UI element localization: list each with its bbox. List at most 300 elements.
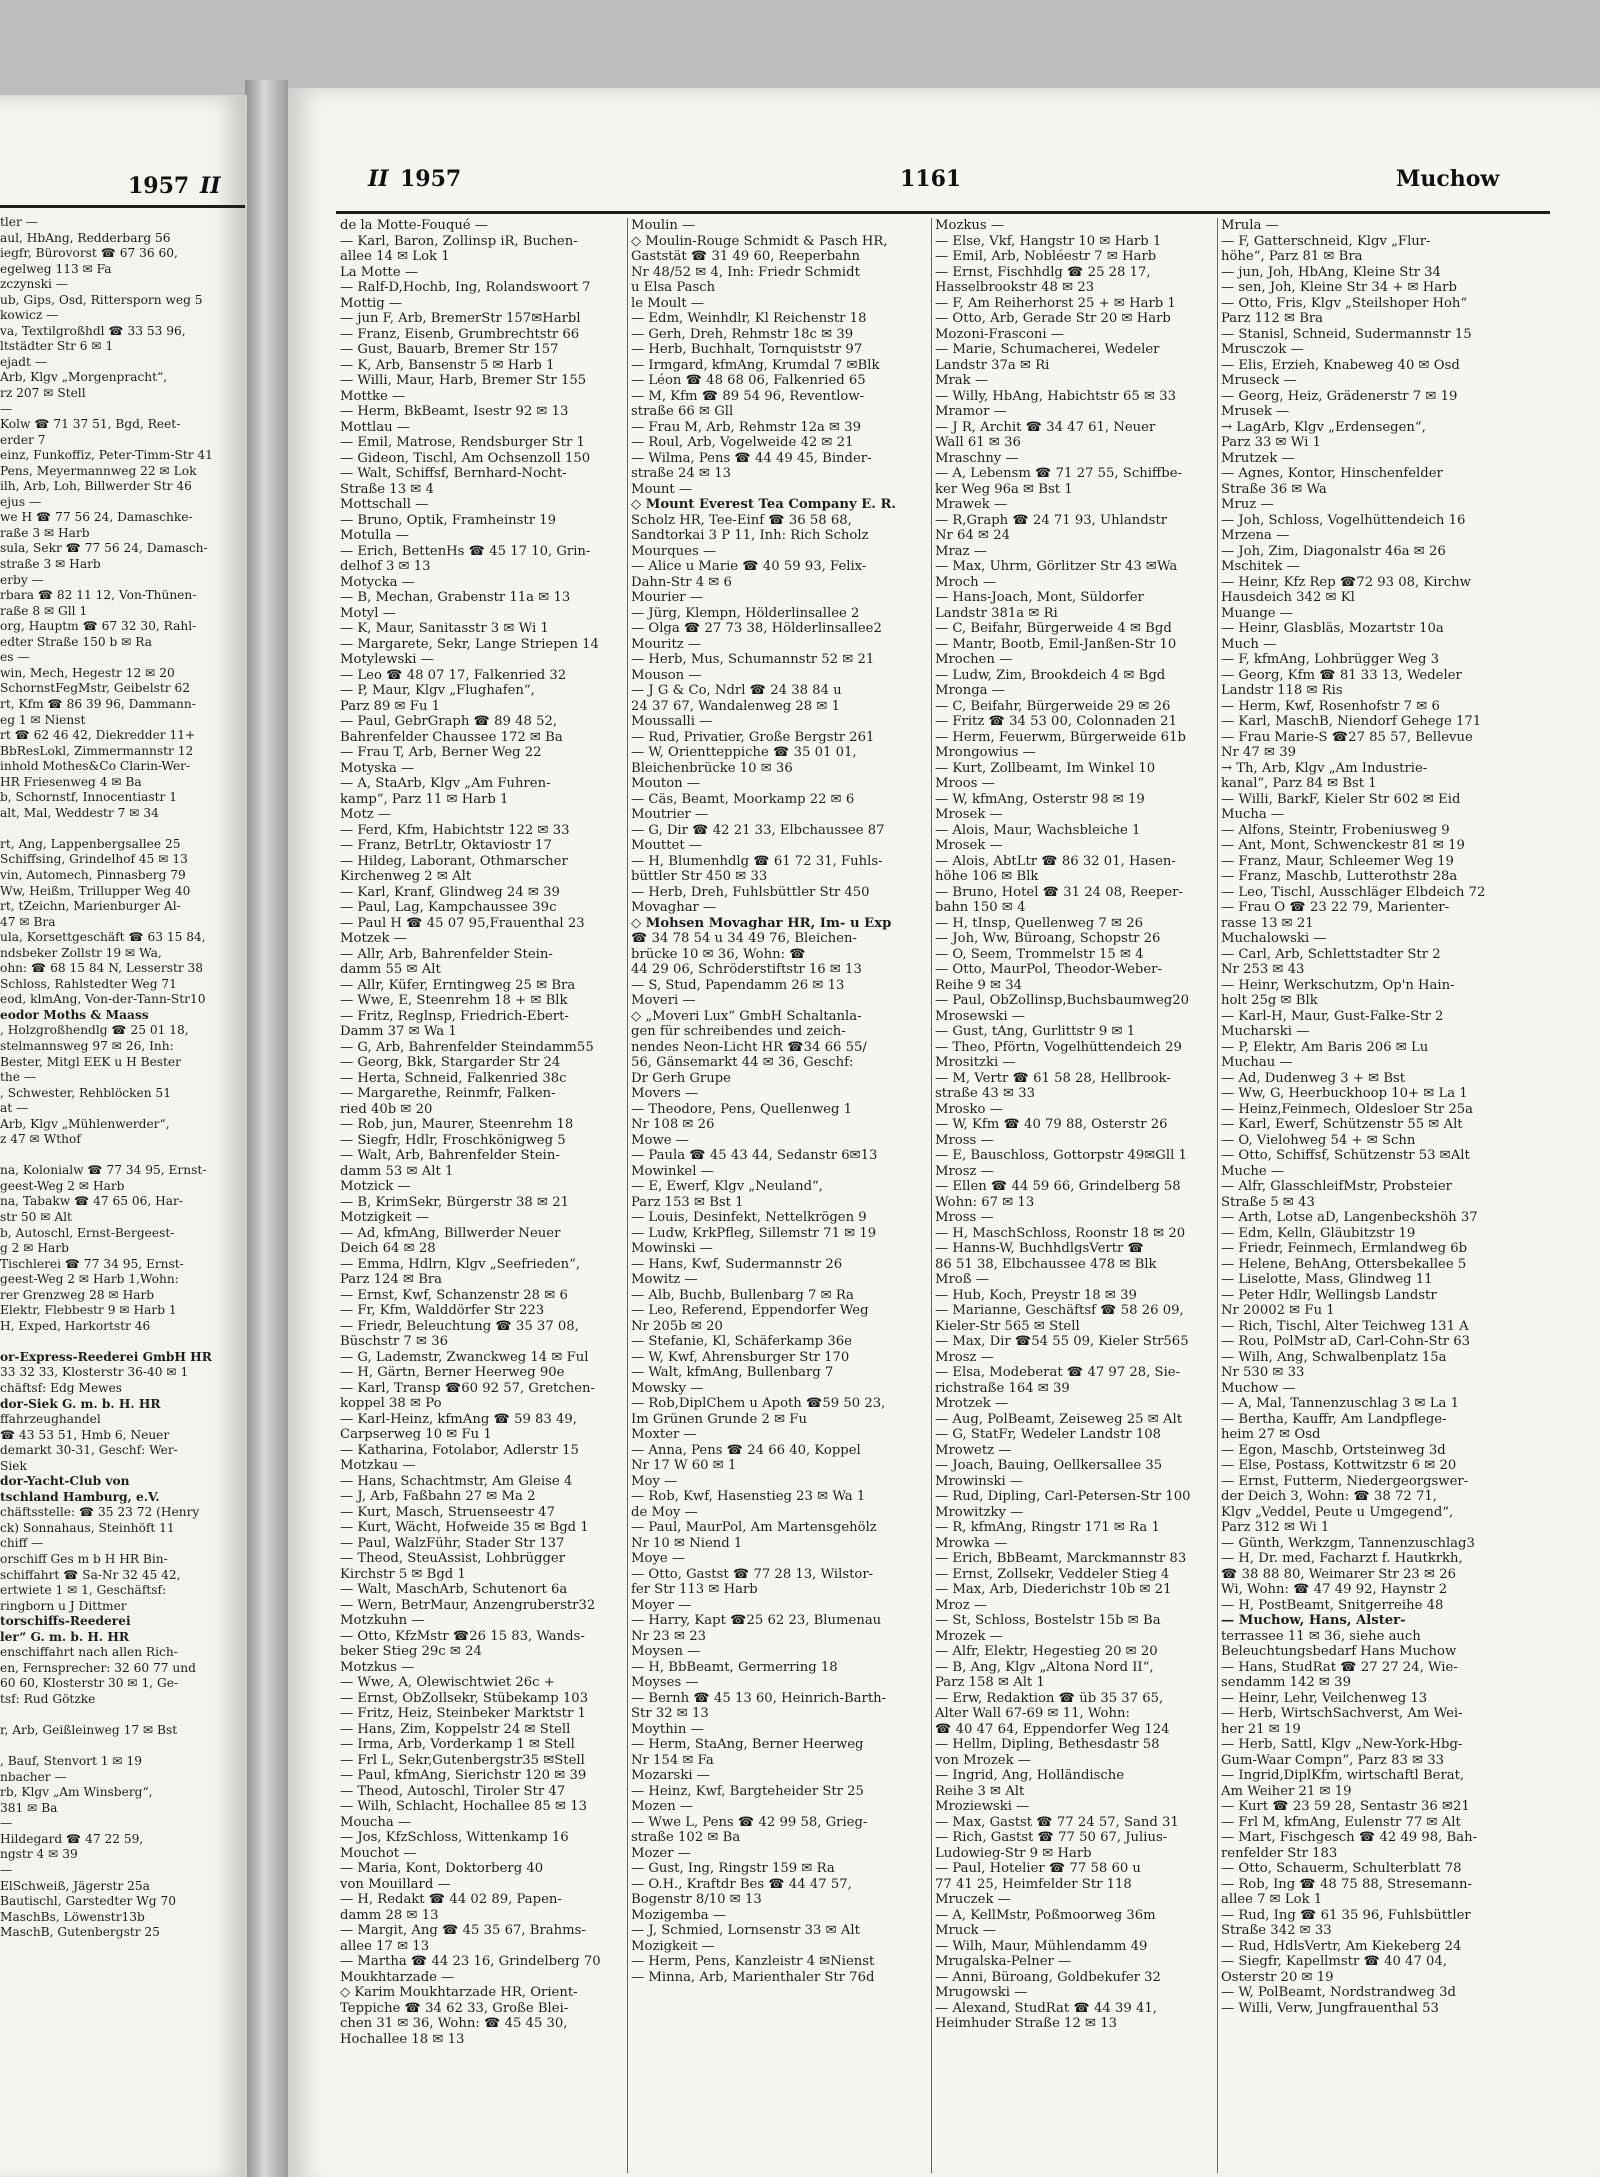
directory-entry-line: b, Schornstf, Innocentiastr 1 <box>0 790 177 805</box>
directory-entry-line: Heimhuder Straße 12 ✉ 13 <box>935 2016 1118 2031</box>
directory-entry-line: koppel 38 ✉ Po <box>340 1396 442 1411</box>
directory-entry-line: — Allr, Arb, Bahrenfelder Stein- <box>340 946 553 962</box>
directory-entry-line: erder 7 <box>0 432 46 447</box>
directory-entry-line: erby — <box>0 572 44 587</box>
directory-entry-line: Str 32 ✉ 13 <box>631 1706 709 1721</box>
directory-entry-line: — Frau Marie-S ☎27 85 57, Bellevue <box>1221 729 1473 745</box>
directory-entry-line: Mrawek — <box>935 497 1008 512</box>
directory-entry-line: Reihe 3 ✉ Alt <box>935 1783 1025 1799</box>
directory-entry-line: kamp“, Parz 11 ✉ Harb 1 <box>340 791 509 807</box>
directory-entry-line: — Wern, BetrMaur, Anzengruberstr32 <box>340 1597 596 1613</box>
directory-entry-line: — Ernst, Zollsekr, Veddeler Stieg 4 <box>935 1566 1170 1582</box>
directory-entry-line: — Joh, Schloss, Vogelhüttendeich 16 <box>1221 512 1466 528</box>
directory-entry-line: de Moy — <box>631 1504 698 1520</box>
directory-entry-line: — Franz, Maur, Schleemer Weg 19 <box>1221 853 1454 869</box>
directory-entry-line: 56, Gänsemarkt 44 ✉ 36, Geschf: <box>631 1055 854 1070</box>
directory-entry-line: ☎ 43 53 51, Hmb 6, Neuer <box>0 1427 170 1442</box>
directory-entry-line: Muchalowski — <box>1221 931 1327 946</box>
directory-entry-line: — Roul, Arb, Vogelweide 42 ✉ 21 <box>631 435 854 450</box>
directory-entry-line: Mrosek — <box>935 807 1003 822</box>
directory-entry-line: Parz 89 ✉ Fu 1 <box>340 698 441 714</box>
directory-entry-line: — J, Schmied, Lornsenstr 33 ✉ Alt <box>631 1923 860 1938</box>
directory-entry-line: — Ernst, Futterm, Niedergeorgswer- <box>1221 1473 1469 1489</box>
directory-entry-line: Nr 23 ✉ 23 <box>631 1628 707 1644</box>
directory-entry-line: Mouritz — <box>631 636 702 652</box>
directory-entry-line: Mucha — <box>1221 807 1285 822</box>
directory-entry-line: — Léon ☎ 48 68 06, Falkenried 65 <box>631 373 866 388</box>
directory-entry-line: nendes Neon-Licht HR ☎34 66 55/ <box>631 1039 867 1055</box>
directory-entry-line: Moveri — <box>631 993 696 1008</box>
directory-entry-line: büttler Str 450 ✉ 33 <box>631 869 768 884</box>
directory-entry-line: Büschstr 7 ✉ 36 <box>340 1334 448 1349</box>
directory-entry-line: — Peter Hdlr, Wellingsb Landstr <box>1221 1287 1437 1303</box>
directory-entry-line: Mroziewski — <box>935 1799 1030 1814</box>
directory-entry-line: Straße 5 ✉ 43 <box>1221 1194 1315 1210</box>
directory-entry-line: tler — <box>0 215 38 229</box>
directory-entry-line: — Herb, Mus, Schumannstr 52 ✉ 21 <box>631 652 875 667</box>
directory-entry-line: terrassee 11 ✉ 36, siehe auch <box>1221 1628 1421 1644</box>
directory-entry-line: Mrozek — <box>935 1628 1003 1644</box>
directory-entry-line: — J, Arb, Faßbahn 27 ✉ Ma 2 <box>340 1489 536 1504</box>
directory-column-1 <box>340 218 625 2047</box>
directory-entry-line: Mucharski — <box>1221 1024 1310 1039</box>
directory-entry-line: — <box>0 401 13 416</box>
directory-entry-line: — sen, Joh, Kleine Str 34 + ✉ Harb <box>1221 280 1457 295</box>
directory-entry-line: — St, Schloss, Bostelstr 15b ✉ Ba <box>935 1613 1161 1628</box>
directory-entry-line: — <box>0 1862 13 1877</box>
directory-entry-line: — Else, Vkf, Hangstr 10 ✉ Harb 1 <box>935 233 1162 249</box>
directory-entry-line: — Wwe, A, Olewischtwiet 26c + <box>340 1675 555 1690</box>
directory-entry-line: — Ant, Mont, Schwenckestr 81 ✉ 19 <box>1221 838 1465 853</box>
directory-entry-line: — Theod, SteuAssist, Lohbrügger <box>340 1551 566 1566</box>
directory-entry-line: Mraschny — <box>935 450 1019 466</box>
directory-entry-line: eodor Moths & Maass <box>0 1007 149 1022</box>
directory-entry-line: — Ernst, ObZollsekr, Stübekamp 103 <box>340 1690 589 1706</box>
directory-entry-line: — Frl L, Sekr,Gutenbergstr35 ✉Stell <box>340 1752 585 1768</box>
directory-entry-line: Mozoni-Frasconi — <box>935 326 1064 342</box>
directory-entry-line: — Ingrid,DiplKfm, wirtschaftl Berat, <box>1221 1768 1465 1783</box>
directory-entry-line: — Alfr, GlasschleifMstr, Probsteier <box>1221 1179 1452 1194</box>
directory-entry-line: Mozen — <box>631 1799 694 1814</box>
directory-entry-line: enschiffahrt nach allen Rich- <box>0 1645 178 1660</box>
directory-entry-line: Mrosz — <box>935 1163 994 1179</box>
directory-entry-line: — Ad, Dudenweg 3 + ✉ Bst <box>1221 1070 1406 1086</box>
directory-entry-line: nbacher — <box>0 1769 67 1784</box>
directory-entry-line: ejadt — <box>0 354 48 369</box>
directory-entry-line: egelweg 113 ✉ Fa <box>0 261 112 276</box>
directory-entry-line: Muange — <box>1221 605 1293 621</box>
directory-entry-line: , Schwester, Rehblöcken 51 <box>0 1085 171 1100</box>
directory-entry-line: Mottig — <box>340 295 403 311</box>
directory-entry-line: — Wwe, E, Steenrehm 18 + ✉ Blk <box>340 993 568 1008</box>
book-gutter <box>245 80 288 2177</box>
directory-entry-line: ◇ Mount Everest Tea Company E. R. <box>631 497 896 512</box>
directory-entry-line: Mrowitzky — <box>935 1504 1024 1520</box>
directory-entry-line: allee 7 ✉ Lok 1 <box>1221 1892 1323 1907</box>
directory-entry-line: dor-Yacht-Club von <box>0 1474 130 1489</box>
directory-entry-line: Motyl — <box>340 605 396 621</box>
directory-entry-line: Moyses — <box>631 1675 699 1690</box>
directory-entry-line: — Fritz, Reglnsp, Friedrich-Ebert- <box>340 1008 569 1024</box>
directory-entry-line: u Elsa Pasch <box>631 280 716 295</box>
directory-entry-line: — Marie, Schumacherei, Wedeler <box>935 342 1160 357</box>
directory-entry-line: Mourques — <box>631 543 717 559</box>
directory-entry-line: — Minna, Arb, Marienthaler Str 76d <box>631 1969 875 1985</box>
directory-entry-line: bahn 150 ✉ 4 <box>935 900 1026 915</box>
directory-entry-line: Mowitz — <box>631 1272 698 1287</box>
directory-entry-line: — Leo, Referend, Eppendorfer Weg <box>631 1303 869 1318</box>
directory-entry-line: Motulla — <box>340 528 409 543</box>
directory-entry-line: Motylewski — <box>340 652 434 667</box>
directory-entry-line: edter Straße 150 b ✉ Ra <box>0 634 153 649</box>
directory-entry-line: — Mart, Fischgesch ☎ 42 49 98, Bah- <box>1221 1830 1478 1845</box>
directory-entry-line: — Georg, Kfm ☎ 81 33 13, Wedeler <box>1221 667 1462 683</box>
directory-entry-line: — P, Maur, Klgv „Flughafen“, <box>340 683 535 698</box>
directory-entry-line: allee 17 ✉ 13 <box>340 1938 430 1954</box>
directory-entry-line: — Irma, Arb, Vorderkamp 1 ✉ Stell <box>340 1737 575 1752</box>
directory-entry-line: Mottke — <box>340 388 406 404</box>
directory-entry-line: — Ludw, KrkPfleg, Sillemstr 71 ✉ 19 <box>631 1225 877 1241</box>
directory-entry-line: Muchau — <box>1221 1055 1293 1070</box>
directory-entry-line: — Hans, StudRat ☎ 27 27 24, Wie- <box>1221 1659 1458 1675</box>
header-year: 1957 <box>400 166 462 192</box>
directory-entry-line: MaschBs, Löwenstr13b <box>0 1909 145 1924</box>
directory-entry-line: — Helene, BehAng, Ottersbekallee 5 <box>1221 1256 1467 1272</box>
directory-entry-line: von Mrozek — <box>935 1752 1031 1768</box>
directory-entry-line: — C, Beifahr, Bürgerweide 29 ✉ 26 <box>935 698 1171 714</box>
directory-entry-line: — Fritz, Heiz, Steinbeker Marktstr 1 <box>340 1706 586 1721</box>
directory-entry-line: ilh, Arb, Loh, Billwerder Str 46 <box>0 479 192 494</box>
directory-entry-line: — jun F, Arb, BremerStr 157✉Harbl <box>340 311 581 326</box>
directory-entry-line: Bester, Mitgl EEK u H Bester <box>0 1054 181 1069</box>
directory-entry-line: rt, tZeichn, Marienburger Al- <box>0 899 181 914</box>
directory-entry-line: — Margit, Ang ☎ 45 35 67, Brahms- <box>340 1923 586 1938</box>
directory-entry-line: zczynski — <box>0 277 69 292</box>
directory-entry-line: — Else, Postass, Kottwitzstr 6 ✉ 20 <box>1221 1458 1457 1473</box>
directory-entry-line: — Theo, Pförtn, Vogelhüttendeich 29 <box>935 1039 1182 1055</box>
directory-entry-line: Moutrier — <box>631 807 709 822</box>
directory-entry-line: — F, Am Reiherhorst 25 + ✉ Harb 1 <box>935 295 1176 311</box>
directory-entry-line: en, Fernsprecher: 32 60 77 und <box>0 1660 196 1675</box>
directory-entry-line: 77 41 25, Heimfelder Str 118 <box>935 1876 1132 1892</box>
directory-entry-line: 381 ✉ Ba <box>0 1800 58 1815</box>
directory-entry-line: — C, Beifahr, Bürgerweide 4 ✉ Bgd <box>935 621 1172 636</box>
directory-entry-line: — Ludw, Zim, Brookdeich 4 ✉ Bgd <box>935 667 1166 683</box>
directory-entry-line: — Anna, Pens ☎ 24 66 40, Koppel <box>631 1442 861 1458</box>
directory-entry-line: — Kurt, Masch, Struenseestr 47 <box>340 1504 555 1520</box>
directory-entry-line: — E, Ewerf, Klgv „Neuland“, <box>631 1179 823 1194</box>
directory-entry-line: — jun, Joh, HbAng, Kleine Str 34 <box>1221 264 1441 280</box>
directory-entry-line: Wohn: 67 ✉ 13 <box>935 1194 1035 1210</box>
directory-entry-line: Klgv „Veddel, Peute u Umgegend“, <box>1221 1504 1454 1520</box>
directory-entry-line: — H, Blumenhdlg ☎ 61 72 31, Fuhls- <box>631 853 883 869</box>
directory-entry-line: — Ralf-D,Hochb, Ing, Rolandswoort 7 <box>340 280 591 295</box>
directory-entry-line: Parz 112 ✉ Bra <box>1221 311 1324 326</box>
directory-entry-line: — W, PolBeamt, Nordstrandweg 3d <box>1221 1985 1457 2000</box>
directory-entry-line: rt, Kfm ☎ 86 39 96, Dammann- <box>0 696 196 711</box>
directory-entry-line: Nr 64 ✉ 24 <box>935 528 1011 543</box>
directory-entry-line: — Agnes, Kontor, Hinschenfelder <box>1221 466 1443 481</box>
directory-entry-line: dor-Siek G. m. b. H. HR <box>0 1396 161 1411</box>
directory-entry-line: HR Friesenweg 4 ✉ Ba <box>0 774 142 789</box>
directory-entry-line: — Rob, Kwf, Hasenstieg 23 ✉ Wa 1 <box>631 1489 866 1504</box>
directory-entry-line: — Rud, Ing ☎ 61 35 96, Fuhlsbüttler <box>1221 1907 1471 1923</box>
directory-entry-line: — Alexand, StudRat ☎ 44 39 41, <box>935 2000 1157 2016</box>
directory-entry-line: Ww, Heißm, Trillupper Weg 40 <box>0 883 191 898</box>
directory-entry-line: Moysen — <box>631 1644 701 1659</box>
directory-entry-line: le Moult — <box>631 295 705 311</box>
directory-entry-line: Hasselbrookstr 48 ✉ 23 <box>935 280 1095 295</box>
directory-entry-line: — J R, Archit ☎ 34 47 61, Neuer <box>935 419 1156 435</box>
directory-entry-line: — Kurt, Zollbeamt, Im Winkel 10 <box>935 760 1156 776</box>
directory-entry-line: Deich 64 ✉ 28 <box>340 1241 436 1256</box>
directory-entry-line: Mruczek — <box>935 1892 1011 1907</box>
directory-entry-line: — Wilma, Pens ☎ 44 49 45, Binder- <box>631 450 872 466</box>
directory-entry-line: Hildegard ☎ 47 22 59, <box>0 1831 144 1846</box>
directory-entry-line: rb, Klgv „Am Winsberg“, <box>0 1785 153 1800</box>
directory-entry-line: Kirchenweg 2 ✉ Alt <box>340 869 472 884</box>
directory-entry-line: Moussalli — <box>631 714 713 729</box>
directory-entry-line: allee 14 ✉ Lok 1 <box>340 249 450 264</box>
directory-entry-line: Mottschall — <box>340 497 429 512</box>
directory-entry-line: stelmannsweg 97 ✉ 26, Inh: <box>0 1038 174 1053</box>
directory-entry-line <box>0 1708 240 1724</box>
directory-entry-line: — Hans-Joach, Mont, Süldorfer <box>935 590 1144 605</box>
directory-column-3 <box>935 218 1215 2032</box>
directory-entry-line: — Alfr, Elektr, Hegestieg 20 ✉ 20 <box>935 1644 1158 1659</box>
directory-entry-line: — H, Gärtn, Berner Heerweg 90e <box>340 1365 565 1380</box>
directory-entry-line: Nr 48/52 ✉ 4, Inh: Friedr Schmidt <box>631 264 860 280</box>
directory-entry-line: ltstädter Str 6 ✉ 1 <box>0 339 114 354</box>
directory-entry-line: — O, Seem, Trommelstr 15 ✉ 4 <box>935 946 1144 962</box>
directory-entry-line: sendamm 142 ✉ 39 <box>1221 1675 1351 1690</box>
directory-entry-line: — Heinz,Feinmech, Oldesloer Str 25a <box>1221 1101 1474 1117</box>
directory-entry-line: — Hans, Zim, Koppelstr 24 ✉ Stell <box>340 1721 571 1737</box>
column-divider <box>931 218 932 2173</box>
directory-entry-line: Mrugowski — <box>935 1985 1028 2000</box>
directory-entry-line: — G, Arb, Bahrenfelder Steindamm55 <box>340 1039 594 1055</box>
directory-entry-line: — Ad, kfmAng, Billwerder Neuer <box>340 1225 561 1241</box>
directory-entry-line: — Rud, HdlsVertr, Am Kiekeberg 24 <box>1221 1938 1462 1954</box>
directory-entry-line: kanal“, Parz 84 ✉ Bst 1 <box>1221 776 1377 791</box>
directory-entry-line: von Mouillard — <box>340 1876 451 1892</box>
directory-entry-line: Ludowieg-Str 9 ✉ Harb <box>935 1845 1092 1861</box>
directory-entry-line: — Walt, MaschArb, Schutenort 6a <box>340 1582 568 1597</box>
directory-entry-line: Bahrenfelder Chaussee 172 ✉ Ba <box>340 729 563 745</box>
directory-entry-line: — R,Graph ☎ 24 71 93, Uhlandstr <box>935 512 1168 528</box>
directory-entry-line: holt 25g ✉ Blk <box>1221 993 1318 1008</box>
directory-entry-line: — Herm, Feuerwm, Bürgerweide 61b <box>935 729 1186 745</box>
directory-entry-line: — O, Vielohweg 54 + ✉ Schn <box>1221 1132 1416 1148</box>
directory-entry-line: — H, tInsp, Quellenweg 7 ✉ 26 <box>935 915 1144 931</box>
directory-entry-line: Landstr 118 ✉ Ris <box>1221 683 1343 698</box>
directory-entry-line: — Rich, Tischl, Alter Teichweg 131 A <box>1221 1318 1469 1334</box>
directory-entry-line: — <box>0 1816 13 1831</box>
directory-entry-line: Mrowka — <box>935 1535 1008 1551</box>
directory-entry-line: — Max, Arb, Diederichstr 10b ✉ 21 <box>935 1582 1172 1597</box>
directory-entry-line: Straße 36 ✉ Wa <box>1221 481 1327 497</box>
directory-entry-line: — Wilh, Schlacht, Hochallee 85 ✉ 13 <box>340 1799 587 1814</box>
directory-column-2 <box>631 218 929 1985</box>
directory-entry-line: Mrochen — <box>935 652 1013 667</box>
header-volume: II <box>368 166 389 192</box>
directory-entry-line: — W, kfmAng, Osterstr 98 ✉ 19 <box>935 791 1145 807</box>
directory-entry-line: Mross — <box>935 1132 994 1148</box>
directory-entry-line: — Frl M, kfmAng, Eulenstr 77 ✉ Alt <box>1221 1814 1461 1830</box>
directory-entry-line: Mrula — <box>1221 218 1279 233</box>
directory-entry-line: — Otto, KfzMstr ☎26 15 83, Wands- <box>340 1628 585 1644</box>
directory-entry-line: — Walt, Arb, Bahrenfelder Stein- <box>340 1148 560 1163</box>
directory-entry-line: — A, KellMstr, Poßmoorweg 36m <box>935 1907 1156 1923</box>
column-divider <box>1217 218 1218 2173</box>
directory-entry-line: Parz 312 ✉ Wi 1 <box>1221 1520 1330 1535</box>
directory-entry-line: — Herm, Kwf, Rosenhofstr 7 ✉ 6 <box>1221 698 1440 714</box>
directory-entry-line: — Margarete, Sekr, Lange Striepen 14 <box>340 636 599 652</box>
directory-entry-line: — F, Gatterschneid, Klgv „Flur- <box>1221 233 1431 249</box>
directory-entry-line: — Willi, Maur, Harb, Bremer Str 155 <box>340 373 587 388</box>
directory-entry-line: Moye — <box>631 1551 686 1566</box>
directory-entry-line: — Max, Uhrm, Görlitzer Str 43 ✉Wa <box>935 559 1178 574</box>
directory-entry-line: Kieler-Str 565 ✉ Stell <box>935 1318 1080 1334</box>
directory-entry-line: rasse 13 ✉ 21 <box>1221 915 1314 931</box>
directory-entry-line: — Paul, Hotelier ☎ 77 58 60 u <box>935 1861 1141 1876</box>
directory-entry-line: — Otto, Schiffsf, Schützenstr 53 ✉Alt <box>1221 1148 1470 1163</box>
directory-entry-line: chäftsstelle: ☎ 35 23 72 (Henry <box>0 1505 200 1520</box>
directory-entry-line: 86 51 38, Elbchaussee 478 ✉ Blk <box>935 1256 1157 1272</box>
directory-entry-line: na, Kolonialw ☎ 77 34 95, Ernst- <box>0 1163 207 1178</box>
directory-entry-line: rer Grenzweg 28 ✉ Harb <box>0 1287 155 1302</box>
directory-entry-line: — Egon, Maschb, Ortsteinweg 3d <box>1221 1442 1446 1458</box>
directory-entry-line: — Rud, Privatier, Große Bergstr 261 <box>631 729 875 745</box>
directory-entry-line: Motzkau — <box>340 1458 416 1473</box>
directory-entry-line: straße 3 ✉ Harb <box>0 557 101 572</box>
directory-entry-line: damm 28 ✉ 13 <box>340 1907 439 1923</box>
directory-entry-line: — Karl, Ewerf, Schützenstr 55 ✉ Alt <box>1221 1117 1463 1132</box>
directory-entry-line: — F, kfmAng, Lohbrügger Weg 3 <box>1221 652 1439 667</box>
directory-entry-line: — Alice u Marie ☎ 40 59 93, Felix- <box>631 559 867 574</box>
directory-entry-line: — A, Lebensm ☎ 71 27 55, Schiffbe- <box>935 466 1182 481</box>
directory-entry-line: g 2 ✉ Harb <box>0 1241 69 1256</box>
directory-entry-line: Motyska — <box>340 760 415 776</box>
directory-entry-line: — H, MaschSchloss, Roonstr 18 ✉ 20 <box>935 1225 1186 1241</box>
directory-entry-line: der Deich 3, Wohn: ☎ 38 72 71, <box>1221 1489 1437 1504</box>
directory-entry-line: eod, klmAng, Von-der-Tann-Str10 <box>0 992 206 1007</box>
directory-entry-line: Arb, Klgv „Morgenpracht“, <box>0 370 168 385</box>
directory-entry-line: Moulin — <box>631 218 696 233</box>
directory-entry-line: — Walt, kfmAng, Bullenbarg 7 <box>631 1365 834 1380</box>
directory-entry-line: — Heinr, Lehr, Veilchenweg 13 <box>1221 1690 1428 1706</box>
directory-entry-line: Moukhtarzade — <box>340 1969 455 1985</box>
directory-entry-line: Mouton — <box>631 776 701 791</box>
directory-entry-line: — Jürg, Klempn, Hölderlinsallee 2 <box>631 605 860 621</box>
directory-entry-line: iegfr, Bürovorst ☎ 67 36 60, <box>0 246 178 261</box>
directory-entry-line: — B, Mechan, Grabenstr 11a ✉ 13 <box>340 590 571 605</box>
directory-entry-line: Schiffsing, Grindelhof 45 ✉ 13 <box>0 852 188 867</box>
directory-entry-line: — K, Arb, Bansenstr 5 ✉ Harb 1 <box>340 357 555 373</box>
directory-entry-line: MaschB, Gutenbergstr 25 <box>0 1925 160 1940</box>
directory-entry-line: — Otto, Schauerm, Schulterblatt 78 <box>1221 1861 1462 1876</box>
directory-entry-line: — Ferd, Kfm, Habichtstr 122 ✉ 33 <box>340 822 570 838</box>
directory-entry-line: — Georg, Heiz, Grädenerstr 7 ✉ 19 <box>1221 388 1458 404</box>
directory-entry-line: Straße 342 ✉ 33 <box>1221 1923 1332 1938</box>
directory-entry-line: — Heinr, Kfz Rep ☎72 93 08, Kirchw <box>1221 574 1471 590</box>
directory-entry-line: → Th, Arb, Klgv „Am Industrie- <box>1221 760 1428 776</box>
directory-entry-line: 33 32 33, Klosterstr 36-40 ✉ 1 <box>0 1365 189 1380</box>
directory-entry-line: — Hans, Schachtmstr, Am Gleise 4 <box>340 1473 573 1489</box>
directory-entry-line: ☎ 40 47 64, Eppendorfer Weg 124 <box>935 1721 1170 1737</box>
directory-entry-line: Mrutzek — <box>1221 450 1295 466</box>
directory-entry-line: — Siegfr, Hdlr, Froschkönigweg 5 <box>340 1132 566 1148</box>
directory-entry-line: , Holzgroßhendlg ☎ 25 01 18, <box>0 1023 189 1038</box>
directory-entry-line: — Joach, Bauing, Oellkersallee 35 <box>935 1458 1163 1473</box>
directory-entry-line: Landstr 381a ✉ Ri <box>935 605 1058 621</box>
directory-entry-line: — G, Lademstr, Zwanckweg 14 ✉ Ful <box>340 1349 589 1365</box>
directory-entry-line: Reihe 9 ✉ 34 <box>935 977 1023 993</box>
directory-entry-line: straße 102 ✉ Ba <box>631 1830 741 1845</box>
directory-entry-line: — Paul H ☎ 45 07 95,Frauenthal 23 <box>340 915 585 931</box>
directory-entry-line: vin, Automech, Pinnasberg 79 <box>0 867 186 882</box>
directory-entry-line: Arb, Klgv „Mühlenwerder“, <box>0 1116 170 1131</box>
directory-entry-line: aul, HbAng, Redderbarg 56 <box>0 230 171 245</box>
directory-entry-line: ula, Korsettgeschäft ☎ 63 15 84, <box>0 930 206 945</box>
directory-entry-line: torschiffs-Reederei <box>0 1614 131 1629</box>
directory-entry-line: — Stanisl, Schneid, Sudermannstr 15 <box>1221 326 1472 342</box>
directory-entry-line: ◇ „Moveri Lux“ GmbH Schaltanla- <box>631 1008 862 1024</box>
directory-entry-line: — A, StaArb, Klgv „Am Fuhren- <box>340 776 551 791</box>
directory-entry-line: — Edm, Kelln, Gläubitzstr 19 <box>1221 1225 1416 1241</box>
directory-entry-line: — Willy, HbAng, Habichtstr 65 ✉ 33 <box>935 388 1176 404</box>
directory-entry-line: Nr 108 ✉ 26 <box>631 1117 715 1132</box>
directory-entry-line: — Erw, Redaktion ☎ üb 35 37 65, <box>935 1690 1164 1706</box>
directory-entry-line: Parz 153 ✉ Bst 1 <box>631 1194 744 1210</box>
directory-entry-line: delhof 3 ✉ 13 <box>340 559 431 574</box>
directory-entry-line: Mroz — <box>935 1597 988 1613</box>
directory-entry-line: — Max, Gastst ☎ 77 24 57, Sand 31 <box>935 1814 1179 1830</box>
directory-entry-line: H, Exped, Harkortstr 46 <box>0 1318 151 1333</box>
directory-entry-line: Hausdeich 342 ✉ Kl <box>1221 590 1355 605</box>
directory-entry-line: — Erich, BettenHs ☎ 45 17 10, Grin- <box>340 543 591 559</box>
directory-entry-line: Moucha — <box>340 1814 412 1830</box>
header-rule <box>336 211 1550 214</box>
directory-entry-line: straße 43 ✉ 33 <box>935 1086 1036 1101</box>
directory-entry-line: Nr 17 W 60 ✉ 1 <box>631 1458 737 1473</box>
directory-entry-line: — Leo ☎ 48 07 17, Falkenried 32 <box>340 667 567 683</box>
directory-entry-line: Bogenstr 8/10 ✉ 13 <box>631 1892 762 1907</box>
directory-entry-line: Mruseck — <box>1221 373 1297 388</box>
directory-entry-line: — Paul, ObZollinsp,Buchsbaumweg20 <box>935 993 1189 1008</box>
directory-entry-line: SchornstFegMstr, Geibelstr 62 <box>0 681 190 696</box>
directory-entry-line: Nr 530 ✉ 33 <box>1221 1365 1305 1380</box>
directory-entry-line: — Margarethe, Reinmfr, Falken- <box>340 1086 556 1101</box>
directory-entry-line: Mraz — <box>935 543 987 559</box>
directory-entry-line: — Heinz, Kwf, Bargteheider Str 25 <box>631 1783 864 1799</box>
directory-entry-line: Wall 61 ✉ 36 <box>935 435 1021 450</box>
directory-entry-line: Motz — <box>340 807 392 822</box>
column-divider <box>627 218 628 2173</box>
directory-entry-line: Sandtorkai 3 P 11, Inh: Rich Scholz <box>631 528 869 543</box>
directory-entry-line: — H, Redakt ☎ 44 02 89, Papen- <box>340 1892 562 1907</box>
directory-entry-line: Motzek — <box>340 931 407 946</box>
directory-entry-line: chen 31 ✉ 36, Wohn: ☎ 45 45 30, <box>340 2016 568 2031</box>
directory-entry-line: damm 53 ✉ Alt 1 <box>340 1163 454 1179</box>
directory-entry-line: — Maria, Kont, Doktorberg 40 <box>340 1861 544 1876</box>
directory-entry-line: ◇ Moulin-Rouge Schmidt & Pasch HR, <box>631 233 888 249</box>
directory-entry-line: — Gust, Bauarb, Bremer Str 157 <box>340 342 559 357</box>
directory-entry-line: de la Motte-Fouqué — <box>340 218 488 233</box>
directory-entry-line: Mouttet — <box>631 838 703 853</box>
directory-entry-line: 47 ✉ Bra <box>0 914 56 929</box>
directory-entry-line: — Siegfr, Kapellmstr ☎ 40 47 04, <box>1221 1954 1447 1969</box>
